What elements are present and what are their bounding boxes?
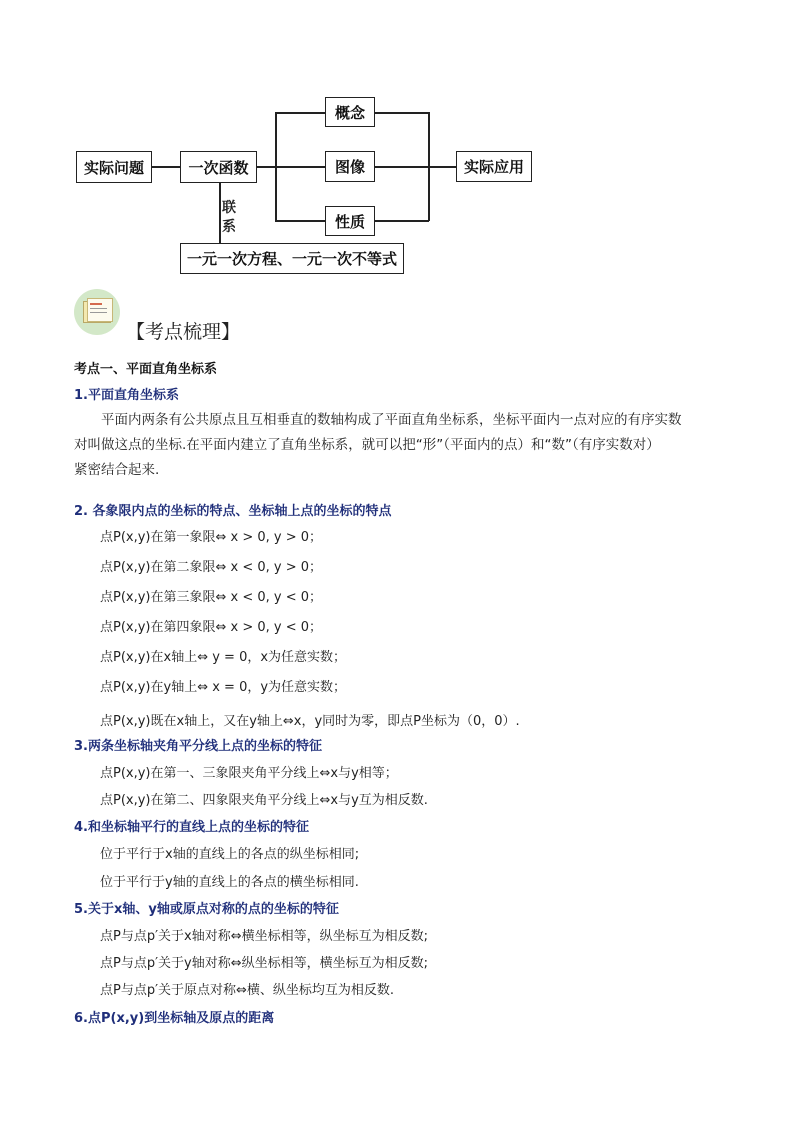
s1-line1: 平面内两条有公共原点且互相垂直的数轴构成了平面直角坐标系，坐标平面内一点对应的有序实数 [101,412,682,428]
s3-title: 3.两条坐标轴夹角平分线上点的坐标的特征 [74,739,322,754]
box-property [325,206,375,236]
line-bracket-to-application [428,166,456,168]
line-from-image [374,166,429,168]
box-real-application-label: 实际应用 [463,158,524,176]
box-equation-inequality-label: 一元一次方程、一元一次不等式 [186,250,397,268]
box-linear-function [180,151,257,183]
box-equation-inequality [180,243,404,274]
link-label-char1: 联 [222,200,236,216]
line-real-to-linear [151,166,181,168]
s1-paragraph [74,408,734,483]
box-real-application [456,151,532,182]
s4-line-2: 位于平行于y轴的直线上的各点的横坐标相同. [100,875,359,890]
link-label-char2: 系 [222,219,236,235]
kaodian-heading: 考点一、平面直角坐标系 [74,362,218,377]
s1-title: 1.平面直角坐标系 [74,388,179,403]
s2-line-3: 点P(x,y)在第三象限⇔ x < 0, y < 0； [100,590,323,605]
s2-title: 2. 各象限内点的坐标的特点、坐标轴上点的坐标的特点 [74,504,392,519]
box-image-label: 图像 [334,158,365,176]
box-property-label: 性质 [334,212,365,231]
s1-line3: 紧密结合起来. [74,462,160,478]
s2-line-7: 点P(x,y)既在x轴上，又在y轴上⇔x，y同时为零，即点P坐标为（0，0）. [100,714,520,729]
s2-line-2: 点P(x,y)在第二象限⇔ x < 0, y > 0； [100,560,323,575]
s6-title: 6.点P(x,y)到坐标轴及原点的距离 [74,1011,275,1026]
s3-line-1: 点P(x,y)在第一、三象限夹角平分线上⇔x与y相等； [100,766,398,781]
line-linear-to-bracket [256,166,276,168]
s5-line-3: 点P与点p′关于原点对称⇔横、纵坐标均互为相反数. [100,983,395,998]
box-image [325,151,375,182]
s5-line-1: 点P与点p′关于x轴对称⇔横坐标相等，纵坐标互为相反数; [100,929,429,944]
line-to-property [275,220,325,222]
notes-icon [74,289,120,335]
section-title: 【考点梳理】 [126,321,241,343]
s2-line-5: 点P(x,y)在x轴上⇔ y = 0，x为任意实数； [100,650,347,665]
line-link-vertical [219,182,221,244]
line-to-concept [275,112,325,114]
box-real-problem [76,151,152,183]
line-from-property [374,220,429,222]
s2-line-6: 点P(x,y)在y轴上⇔ x = 0，y为任意实数； [100,680,347,695]
s2-line-4: 点P(x,y)在第四象限⇔ x > 0, y < 0； [100,620,323,635]
box-concept-label: 概念 [334,103,365,122]
s1-line2: 对叫做这点的坐标.在平面内建立了直角坐标系，就可以把“形”（平面内的点）和“数”（有序实数对） [74,437,660,453]
s5-line-2: 点P与点p′关于y轴对称⇔纵坐标相等，横坐标互为相反数; [100,956,429,971]
s3-line-2: 点P(x,y)在第二、四象限夹角平分线上⇔x与y互为相反数. [100,793,428,808]
s2-line-1: 点P(x,y)在第一象限⇔ x > 0, y > 0； [100,530,323,545]
line-from-concept [374,112,429,114]
box-concept [325,97,375,127]
s4-title: 4.和坐标轴平行的直线上点的坐标的特征 [74,820,309,835]
box-real-problem-label: 实际问题 [83,158,144,177]
line-to-image [275,166,325,168]
s4-line-1: 位于平行于x轴的直线上的各点的纵坐标相同; [100,847,360,862]
box-linear-function-label: 一次函数 [188,158,249,177]
s5-title: 5.关于x轴、y轴或原点对称的点的坐标的特征 [74,902,339,917]
